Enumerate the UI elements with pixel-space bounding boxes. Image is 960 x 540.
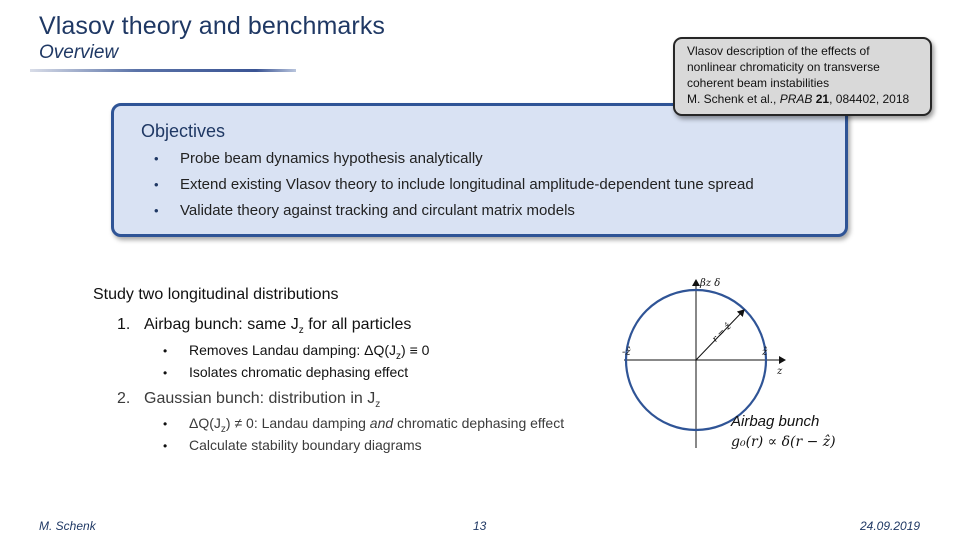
title-underline [30, 69, 296, 72]
reference-citation: M. Schenk et al., PRAB 21, 084402, 2018 [687, 92, 910, 106]
footer-date: 24.09.2019 [860, 519, 921, 533]
reference-callout [673, 37, 932, 116]
gaussian-item: 2. Gaussian bunch: distribution in $J_z$ [117, 390, 381, 411]
bullet-icon: • [154, 151, 159, 166]
bullet-icon: • [163, 439, 168, 453]
radius-label: r = ẑ [710, 321, 734, 345]
list-item: • Validate theory against tracking and circulant matrix models [154, 202, 575, 219]
reference-line: coherent beam instabilities [687, 76, 830, 90]
objectives-heading: Objectives [141, 121, 226, 141]
airbag-item: 1. Airbag bunch: same $J_z$ for all particles [117, 316, 412, 337]
reference-line: nonlinear chromaticity on transverse [687, 60, 880, 74]
list-item: • Extend existing Vlasov theory to include longitudinal amplitude-dependent tune spread [154, 176, 754, 193]
list-item: • Isolates chromatic dephasing effect [163, 362, 429, 384]
list-item: • Probe beam dynamics hypothesis analytically [154, 150, 483, 167]
airbag-points [163, 340, 429, 384]
footer-page-number: 13 [473, 519, 487, 533]
objectives-list [154, 149, 754, 227]
reference-line: Vlasov description of the effects of [687, 44, 870, 58]
z-axis-label: z [777, 366, 783, 377]
objectives-box [111, 103, 848, 237]
bullet-icon: • [163, 344, 168, 358]
bullet-icon: • [154, 177, 159, 192]
gaussian-name: Gaussian bunch [144, 390, 260, 407]
delta-axis-label: βz δ [700, 278, 721, 289]
gaussian-points [163, 413, 564, 457]
slide-title: Vlasov theory and benchmarks [39, 12, 386, 40]
zhat-neg-label: -ẑ [622, 347, 631, 358]
footer-author: M. Schenk [39, 519, 96, 533]
list-item: • Removes Landau damping: $\Delta Q(J_z) \equiv 0$ [163, 342, 430, 362]
list-item: • $\Delta Q(J_z) \ne 0$: Landau damping and chromatic dephasing effect [163, 415, 565, 435]
airbag-formula: g₀(r) ∝ δ(r − ẑ) [731, 434, 836, 450]
bullet-icon: • [154, 203, 159, 218]
zhat-pos-label: ẑ [762, 347, 768, 358]
bullet-icon: • [163, 366, 168, 380]
airbag-caption: Airbag bunch [731, 413, 820, 430]
slide-subtitle: Overview [39, 42, 119, 63]
bullet-icon: • [163, 417, 168, 431]
airbag-name: Airbag bunch [144, 316, 239, 333]
list-item: • Calculate stability boundary diagrams [163, 435, 564, 457]
study-heading: Study two longitudinal distributions [93, 286, 339, 303]
